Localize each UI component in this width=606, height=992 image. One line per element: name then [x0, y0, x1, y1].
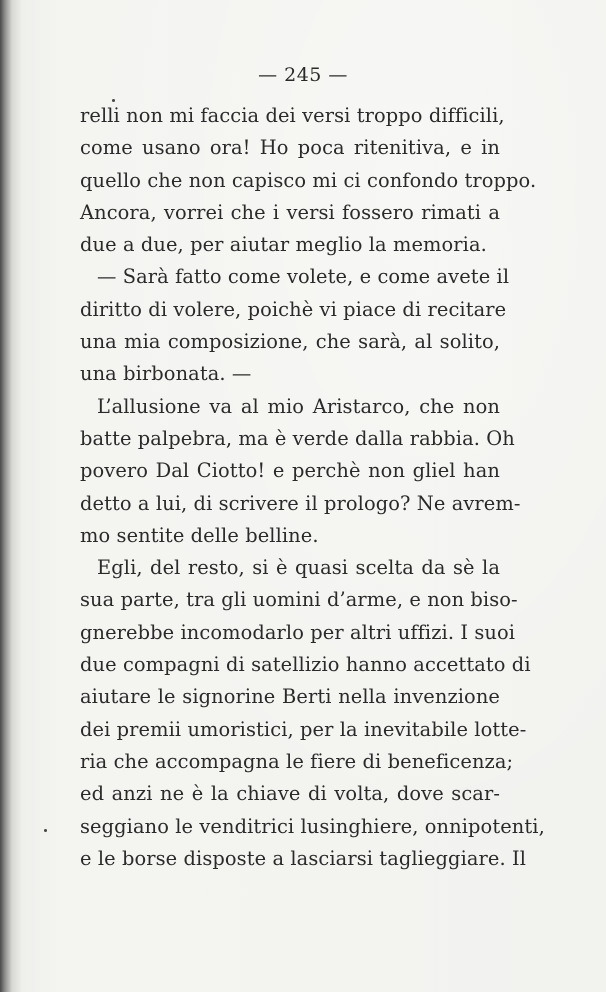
text-line: ria che accompagna le fiere di beneficenza;: [80, 749, 514, 773]
text-line: gnerebbe incomodarlo per altri uffizi. I suoi: [80, 620, 516, 644]
text-line: una birbonata. —: [80, 362, 252, 386]
text-line: mo sentite delle belline.: [80, 523, 319, 547]
text-line: Egli, del resto, si è quasi scelta da sè la: [97, 556, 500, 580]
text-line: L’allusione va al mio Aristarco, che non: [97, 394, 500, 418]
text-line: dei premii umoristici, per la inevitabile lotte-: [80, 717, 527, 741]
text-line: aiutare le signorine Berti nella invenzione: [80, 685, 500, 709]
print-speck: [44, 829, 47, 832]
text-line: relli non mi faccia dei versi troppo difficili,: [80, 104, 505, 127]
body-text: [80, 100, 545, 875]
text-line: come usano ora! Ho poca ritenitiva, e in: [80, 136, 500, 160]
print-speck: [112, 99, 115, 102]
text-line: detto a lui, di scrivere il prologo? Ne avrem-: [80, 491, 521, 515]
text-line: sua parte, tra gli uomini d’arme, e non biso-: [80, 588, 518, 612]
text-line: due a due, per aiutar meglio la memoria.: [80, 233, 487, 257]
page-number: — 245 —: [258, 64, 348, 86]
text-line: due compagni di satellizio hanno accettato di: [80, 653, 531, 677]
text-line: povero Dal Ciotto! e perchè non gliel han: [80, 459, 500, 483]
text-line: diritto di volere, poichè vi piace di recitare: [80, 297, 507, 321]
text-line: una mia composizione, che sarà, al solito,: [80, 330, 500, 354]
text-line: quello che non capisco mi ci confondo troppo.: [80, 168, 537, 192]
text-line: ed anzi ne è la chiave di volta, dove scar-: [80, 782, 500, 806]
text-line: e le borse disposte a lasciarsi taglieggiare. Il: [80, 846, 527, 870]
text-line: — Sarà fatto come volete, e come avete il: [97, 265, 510, 289]
text-line: Ancora, vorrei che i versi fossero rimati a: [80, 200, 500, 224]
text-line: seggiano le venditrici lusinghiere, onnipotenti,: [80, 814, 545, 838]
text-line: batte palpebra, ma è verde dalla rabbia. Oh: [80, 426, 515, 450]
